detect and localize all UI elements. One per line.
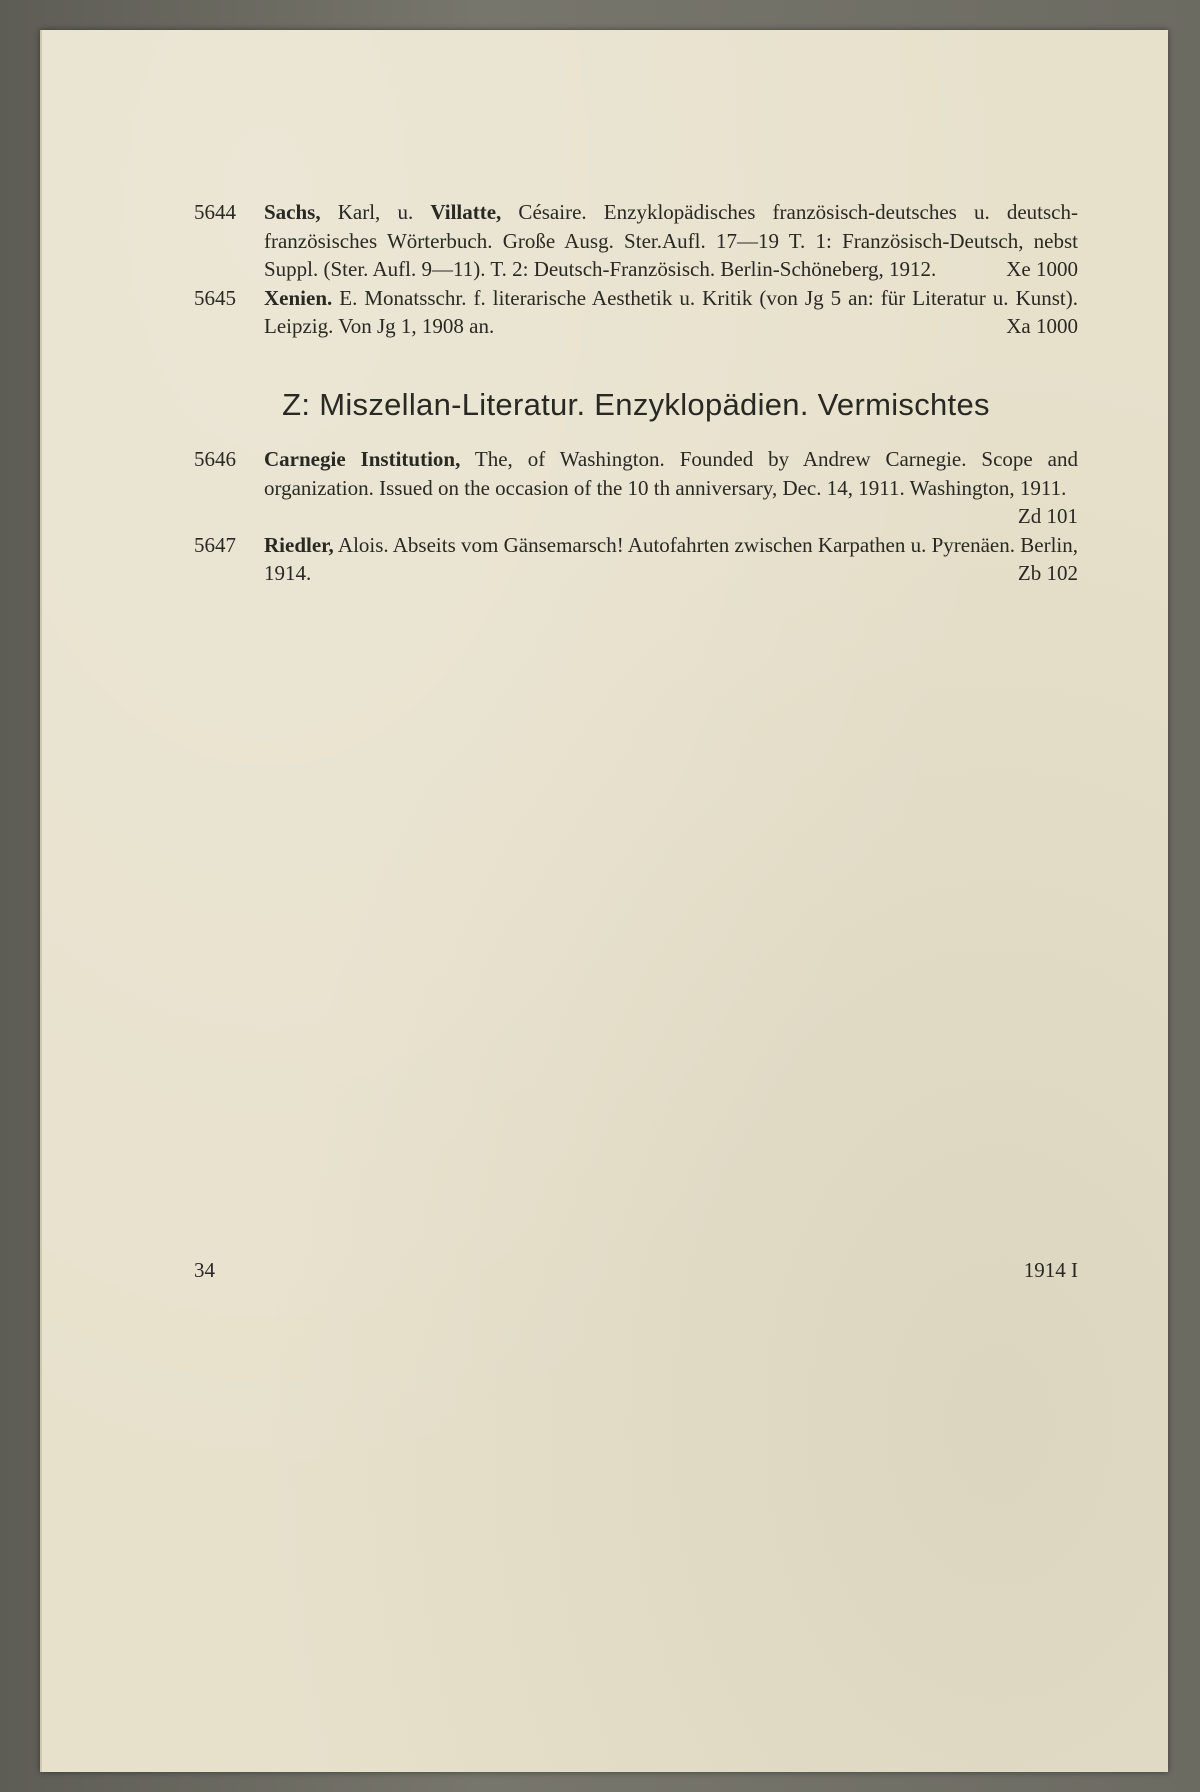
catalog-entry-5646: [194, 445, 1078, 531]
issue-label: 1914 I: [1023, 1258, 1078, 1282]
entry-description: Césaire. Enzyklopädisches französisch-deutsches u. deutsch-französisches Wörterbuch. Große Ausg. Ster.Aufl. 17—19 T. 1: Französisch-Deutsch, nebst Suppl. (Ster. Aufl. 9—11). T. 2: Deutsch-Französisch. Berlin-Schöneberg, 1912.: [264, 200, 1078, 281]
entry-number: 5646: [194, 447, 236, 471]
entry-title: Xenien.: [264, 285, 333, 310]
shelf-signature: Zd 101: [1017, 504, 1078, 528]
entry-coauthor: Villatte,: [430, 200, 502, 224]
entry-description: E. Monatsschr. f. literarische Aesthetik u. Kritik (von Jg 5 an: für Literatur u. Kunst). Leipzig. Von Jg 1, 1908 an.: [264, 285, 1078, 338]
page-footer: [194, 1258, 1078, 1283]
shelf-signature: Xe 1000: [1006, 257, 1078, 281]
entry-text: [264, 198, 1078, 284]
entry-description: The, of Washington. Founded by Andrew Carnegie. Scope and organization. Issued on the occasion of the 10 th anniversary, Dec. 14, 1911. Washington, 1911.: [264, 447, 1078, 500]
shelf-signature: Xa 1000: [1006, 314, 1078, 338]
entry-author-given: Karl, u.: [320, 200, 431, 224]
entry-number: 5644: [194, 200, 236, 224]
entry-text: [264, 445, 1078, 531]
catalog-entry-5644: [194, 198, 1078, 284]
shelf-signature: Zb 102: [1017, 561, 1078, 585]
entry-text: [264, 284, 1078, 341]
entry-author: Sachs,: [264, 200, 321, 224]
catalog-entry-5647: [194, 531, 1078, 588]
entry-author: Riedler,: [264, 532, 334, 557]
entry-text: [264, 531, 1078, 588]
page-number: 34: [194, 1258, 215, 1282]
entry-number: 5647: [194, 532, 236, 557]
page-content: [194, 198, 1078, 588]
entry-number: 5645: [194, 285, 236, 310]
entry-description: Alois. Abseits vom Gänsemarsch! Autofahrten zwischen Karpathen u. Pyrenäen. Berlin, 1914.: [264, 532, 1078, 585]
section-heading: Z: Miszellan-Literatur. Enzyklopädien. Vermischtes: [282, 386, 990, 422]
entry-author: Carnegie Institution,: [264, 447, 461, 471]
document-page: [40, 30, 1168, 1772]
catalog-entry-5645: [194, 284, 1078, 341]
